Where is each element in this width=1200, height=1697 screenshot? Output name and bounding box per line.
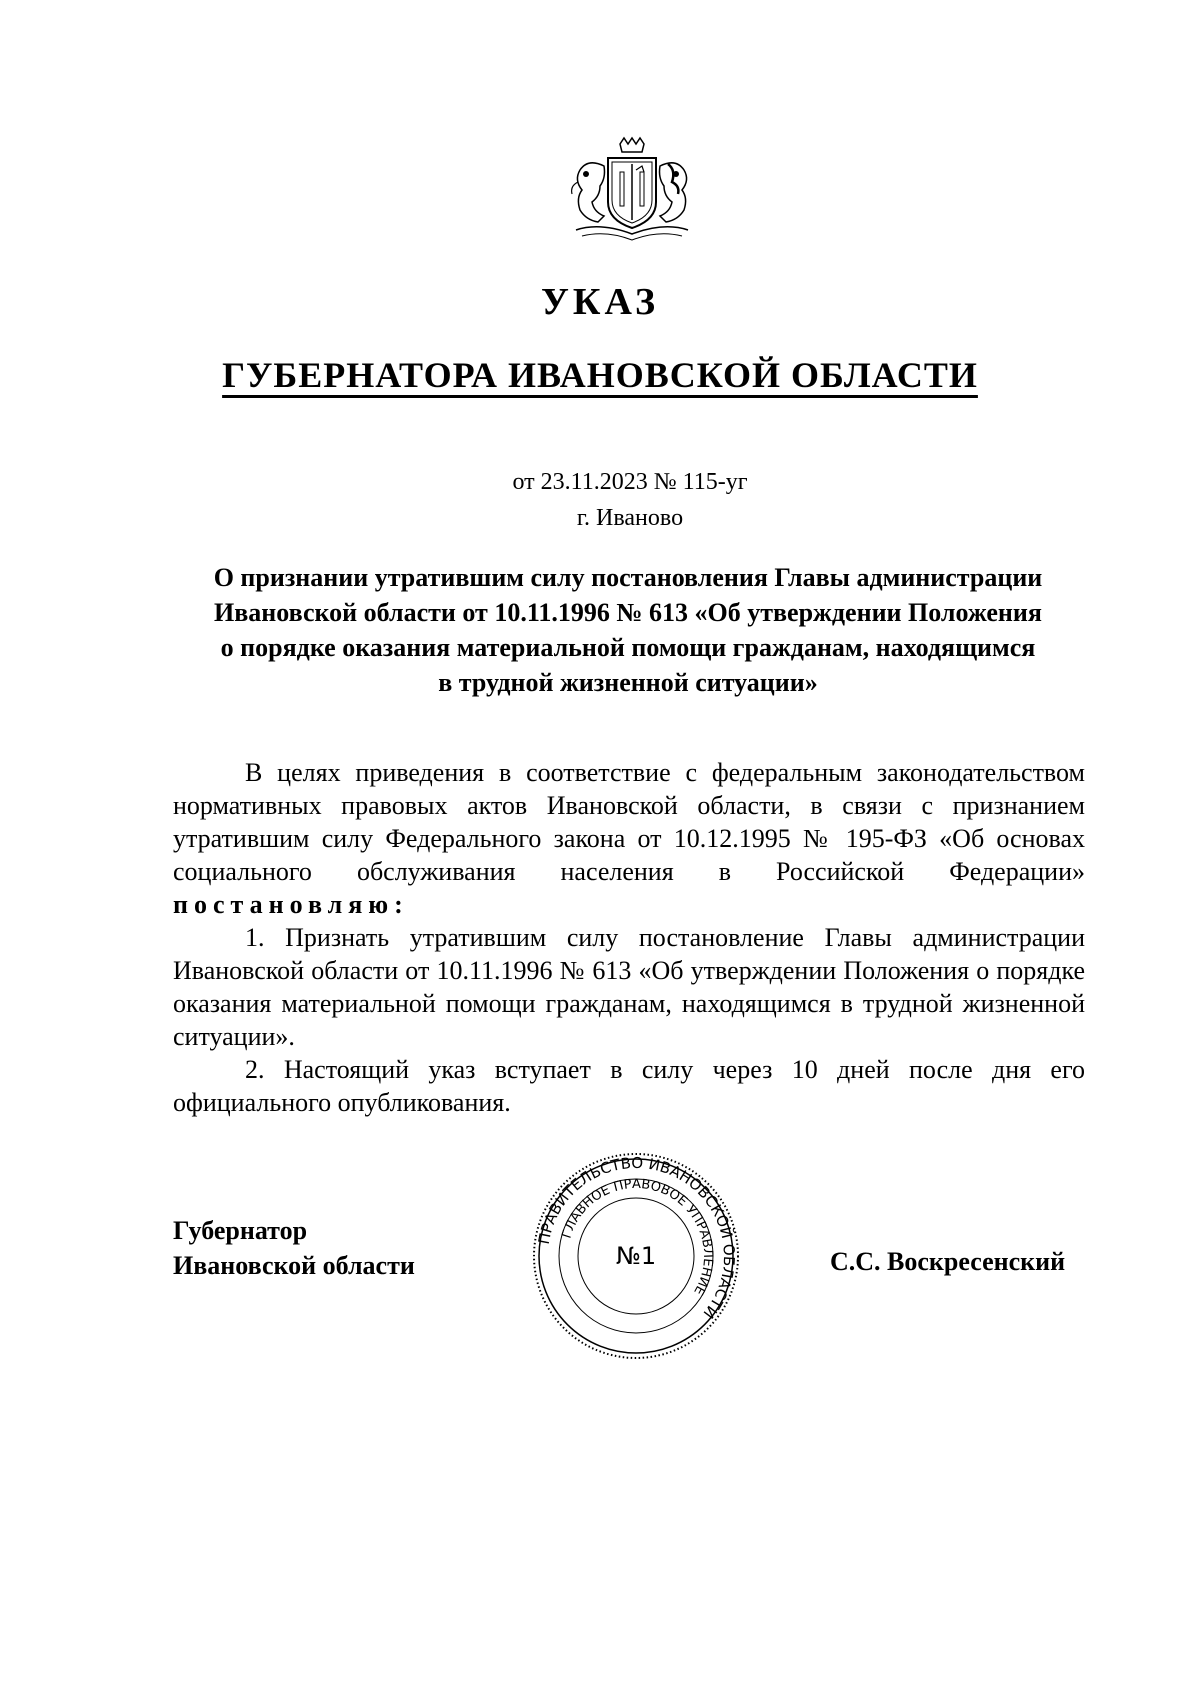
document-type: УКАЗ bbox=[541, 281, 659, 323]
heading-line: в трудной жизненной ситуации» bbox=[438, 668, 818, 697]
document-heading bbox=[170, 560, 1086, 700]
document-body bbox=[173, 756, 1085, 1119]
position-line: Ивановской области bbox=[173, 1251, 415, 1280]
resolve-word: постановляю: bbox=[173, 890, 409, 919]
heading-line: Ивановской области от 10.11.1996 № 613 «Об утверждении Положения bbox=[214, 598, 1042, 627]
document-issuer: ГУБЕРНАТОРА ИВАНОВСКОЙ ОБЛАСТИ bbox=[222, 355, 978, 395]
stamp-inner-text: ГЛАВНОЕ ПРАВОВОЕ УПРАВЛЕНИЕ bbox=[559, 1176, 716, 1298]
preamble-text: В целях приведения в соответствие с федеральным законодательством нормативных правовых актов Ивановской области, в связи с признанием утратившим силу Федерального закона от 10.12.1995 № 195-ФЗ «Об основах социального обслуживания населения в Российской Федерации» bbox=[173, 758, 1085, 886]
coat-of-arms-icon bbox=[560, 136, 700, 242]
preamble-paragraph bbox=[173, 756, 1085, 921]
stamp-outer-text: ПРАВИТЕЛЬСТВО ИВАНОВСКОЙ ОБЛАСТИ bbox=[534, 1153, 739, 1323]
heading-line: О признании утратившим силу постановления Главы администрации bbox=[213, 563, 1043, 592]
position-line: Губернатор bbox=[173, 1216, 308, 1245]
signatory-name: С.С. Воскресенский bbox=[830, 1247, 1066, 1276]
date-number: от 23.11.2023 № 115-уг bbox=[512, 469, 748, 495]
city: г. Иваново bbox=[576, 505, 684, 531]
stamp-number: №1 bbox=[615, 1242, 657, 1270]
date-and-number-block bbox=[480, 464, 780, 536]
item-1-paragraph: 1. Признать утратившим силу постановление Главы администрации Ивановской области от 10.11.1996 № 613 «Об утверждении Положения о порядке оказания материальной помощи гражданам, находящимся в трудной жизненной ситуации». bbox=[173, 923, 1085, 1051]
signatory-position bbox=[173, 1213, 415, 1283]
official-stamp bbox=[530, 1150, 742, 1362]
heading-line: о порядке оказания материальной помощи гражданам, находящимся bbox=[220, 633, 1036, 662]
item-2-paragraph: 2. Настоящий указ вступает в силу через 10 дней после дня его официального опубликования. bbox=[173, 1055, 1085, 1117]
